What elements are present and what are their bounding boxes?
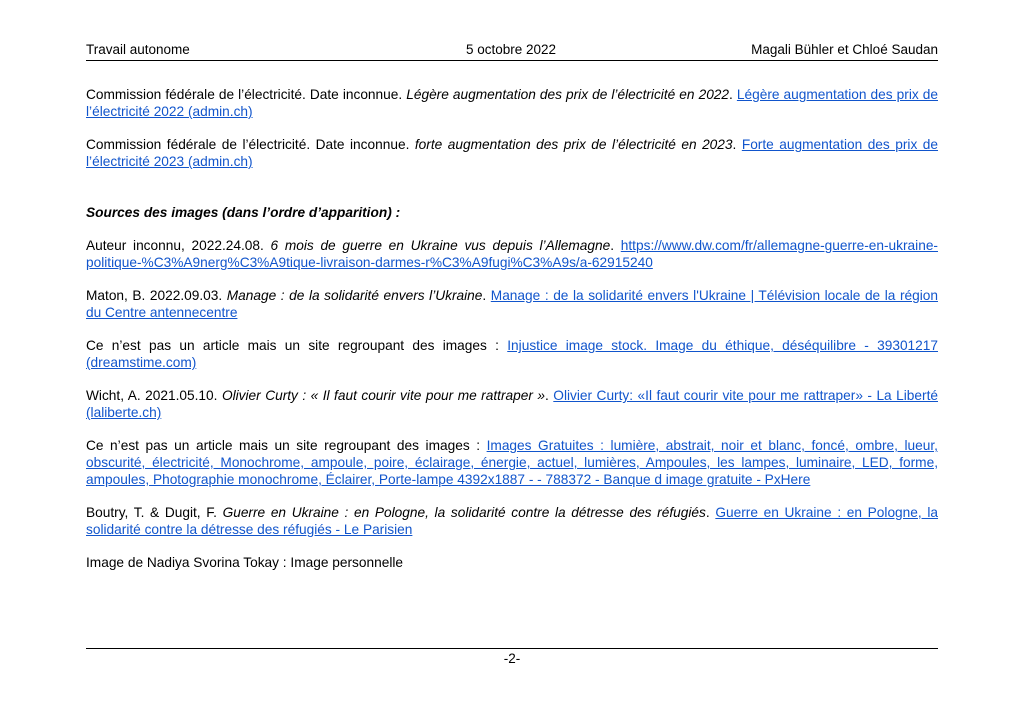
source-text: Image de Nadiya Svorina Tokay : Image personnelle xyxy=(86,555,404,570)
source-text: Boutry, T. & Dugit, F. xyxy=(86,505,223,520)
source-text: Maton, B. 2022.09.03. xyxy=(86,288,227,303)
source-link[interactable]: Manage : de la solidarité envers l'Ukraine | Télévision locale de la région du Centre antennecentre xyxy=(86,288,938,320)
reference-link[interactable]: Forte augmentation des prix de l’électricité 2023 (admin.ch) xyxy=(86,137,939,169)
source-title: Olivier Curty : « Il faut courir vite pour me rattraper » xyxy=(221,388,546,403)
source-sep: . xyxy=(482,288,491,303)
spacer xyxy=(86,186,938,204)
reference-text: Commission fédérale de l’électricité. Date inconnue. xyxy=(86,137,415,152)
reference-title: Légère augmentation des prix de l’électricité en 2022 xyxy=(406,87,730,102)
source-sep: . xyxy=(610,238,621,253)
references-section xyxy=(86,86,938,587)
reference-sep: . xyxy=(729,87,737,102)
image-source-entry xyxy=(86,437,938,488)
source-link[interactable]: https://www.dw.com/fr/allemagne-guerre-en-ukraine-politique-%C3%A9nerg%C3%A9tique-livraison-darmes-r%C3%A9fugi%C3%A9s/a-62915240 xyxy=(86,238,938,270)
page-number: -2- xyxy=(503,651,521,666)
source-sep: . xyxy=(705,505,716,520)
source-title: 6 mois de guerre en Ukraine vus depuis l’Allemagne xyxy=(270,238,611,253)
source-link[interactable]: Olivier Curty: «Il faut courir vite pour me rattraper» - La Liberté (laliberte.ch) xyxy=(86,388,938,420)
source-text: Wicht, A. 2021.05.10. xyxy=(86,388,222,403)
source-link[interactable]: Images Gratuites : lumière, abstrait, noir et blanc, foncé, ombre, lueur, obscurité, électricité, Monochrome, ampoule, poire, éclairage, énergie, actuel, lumières, Ampoules, les lampes, luminaire, LED, forme, ampoules, Photographie monochrome, Éclairer, Porte-lampe 4392x1887 - - 788372 - Banque d image gratuite - PxHere xyxy=(86,438,938,487)
image-source-entry xyxy=(86,387,938,421)
footer-divider xyxy=(86,648,938,649)
header-date: 5 octobre 2022 xyxy=(466,42,557,57)
image-source-entry xyxy=(86,504,938,538)
source-sep: . xyxy=(545,388,554,403)
source-text: Ce n’est pas un article mais un site regroupant des images : xyxy=(86,438,487,453)
source-text: Auteur inconnu, 2022.24.08. xyxy=(86,238,271,253)
reference-entry xyxy=(86,136,938,170)
page-header xyxy=(86,42,938,61)
source-text: Ce n’est pas un article mais un site regroupant des images : xyxy=(86,338,508,353)
header-authors: Magali Bühler et Chloé Saudan xyxy=(751,42,938,57)
source-title: Guerre en Ukraine : en Pologne, la solidarité contre la détresse des réfugiés xyxy=(222,505,706,520)
image-source-entry xyxy=(86,237,938,271)
reference-text: Commission fédérale de l’électricité. Date inconnue. xyxy=(86,87,407,102)
source-link[interactable]: Injustice image stock. Image du éthique, déséquilibre - 39301217 (dreamstime.com) xyxy=(86,338,938,370)
header-left: Travail autonome xyxy=(86,42,190,57)
reference-entry xyxy=(86,86,938,120)
image-sources-heading: Sources des images (dans l’ordre d’apparition) : xyxy=(86,205,401,220)
reference-sep: . xyxy=(732,137,742,152)
source-link[interactable]: Guerre en Ukraine : en Pologne, la solidarité contre la détresse des réfugiés - Le Parisien xyxy=(86,505,939,537)
reference-link[interactable]: Légère augmentation des prix de l’électricité 2022 (admin.ch) xyxy=(86,87,938,119)
reference-title: forte augmentation des prix de l’électricité en 2023 xyxy=(414,137,733,152)
image-source-entry xyxy=(86,554,938,571)
source-title: Manage : de la solidarité envers l’Ukraine xyxy=(226,288,483,303)
image-source-entry xyxy=(86,337,938,371)
image-source-entry xyxy=(86,287,938,321)
